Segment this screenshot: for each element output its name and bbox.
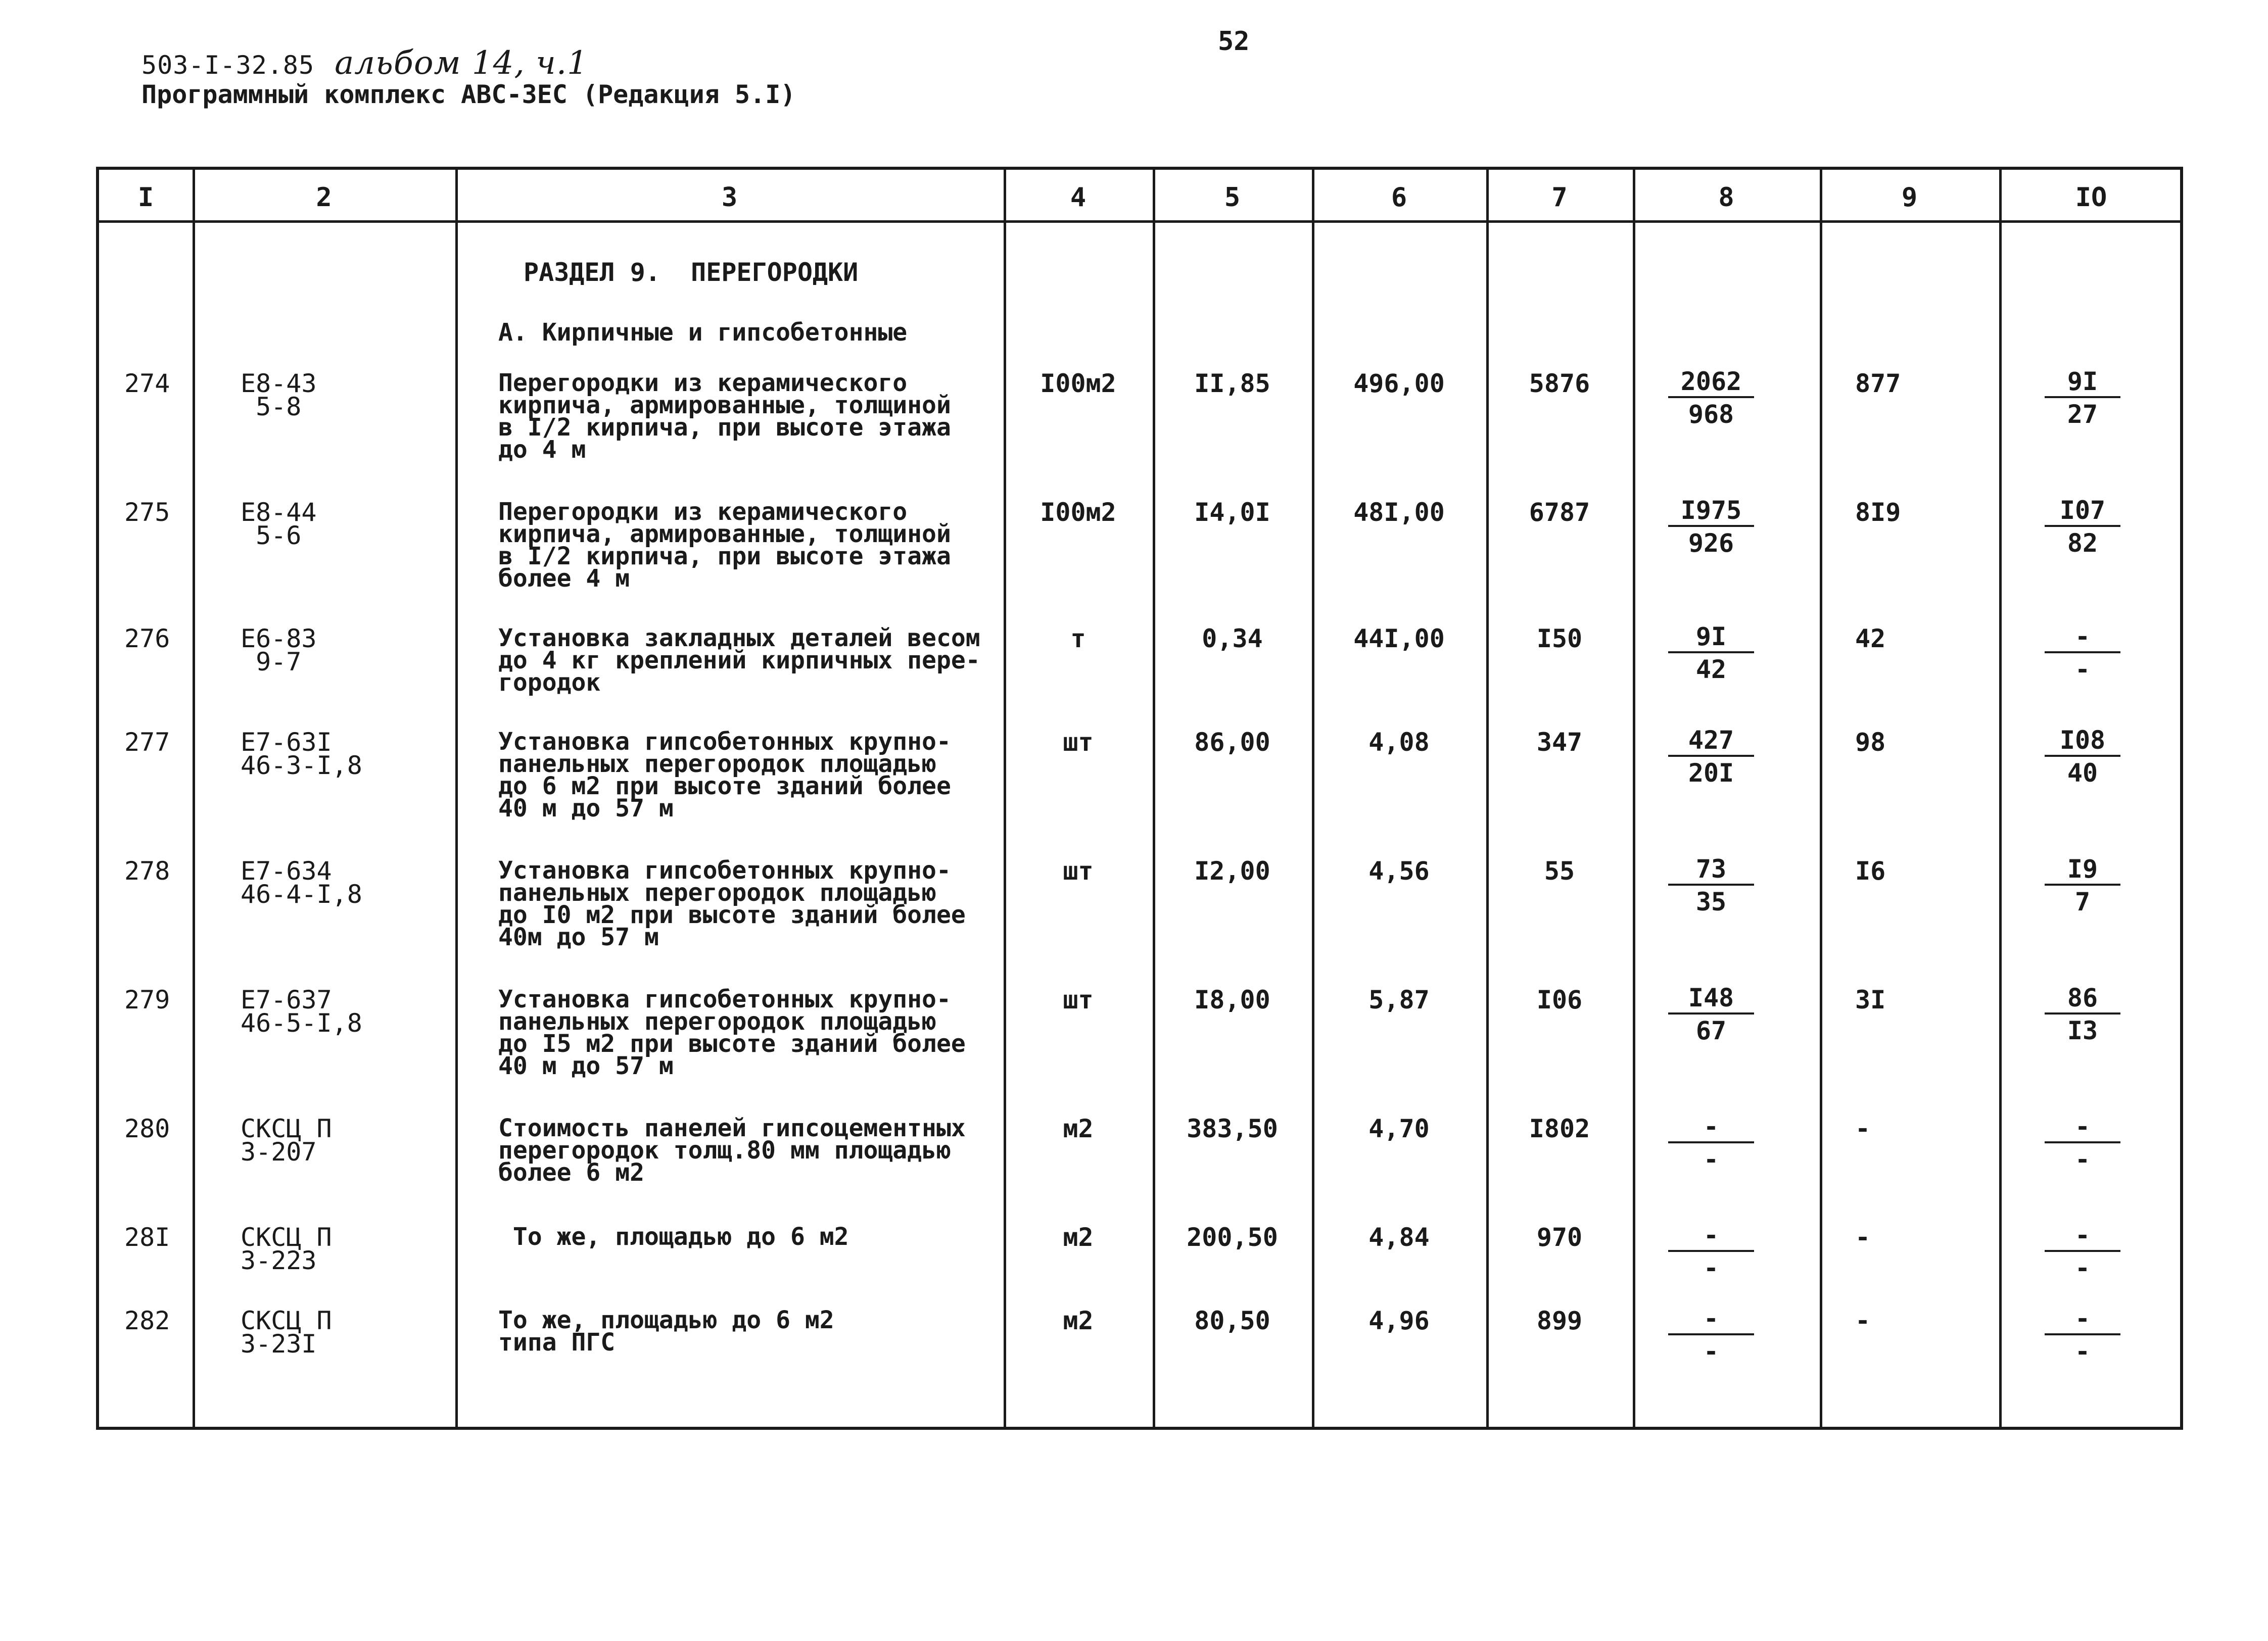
work-description: Перегородки из керамического кирпича, армированные, толщиной в I/2 кирпича, при высоте этажа до 4 м [498,369,951,464]
work-description: Стоимость панелей гипсоцементных перегородок толщ.80 мм площадью более 6 м2 [498,1114,966,1187]
fraction-numerator: I08 [2045,726,2120,757]
unit-price: 496,00 [1353,369,1445,398]
row-number: 274 [124,369,170,398]
total-cost: I50 [1536,624,1583,653]
fraction-cell [2045,496,2120,559]
total-cost: 6787 [1529,498,1590,527]
work-description: Перегородки из керамического кирпича, армированные, толщиной в I/2 кирпича, при высоте этажа более 4 м [498,498,951,593]
fraction-denominator: - [1703,1253,1719,1283]
unit-price: 4,08 [1368,728,1430,757]
fraction-numerator: - [1668,1304,1754,1335]
fraction-denominator: - [1703,1145,1719,1174]
unit-price: 48I,00 [1353,498,1445,527]
fraction-cell [2045,854,2120,918]
program-title: Программный комплекс АВС-ЗЕС (Редакция 5.I) [141,80,796,109]
column-number-header: 2 [316,182,332,213]
column-number-header: 7 [1551,182,1568,213]
fraction-numerator: - [2045,1221,2120,1252]
unit-price: 5,87 [1368,985,1430,1015]
column-9-value: - [1855,1306,1871,1335]
page-number: 52 [1218,26,1250,57]
fraction-cell [2045,1112,2120,1176]
fraction-denominator: 42 [1695,655,1727,684]
estimate-table [96,167,2183,1430]
column-9-value: 98 [1855,728,1886,757]
unit-price: 4,70 [1368,1114,1430,1143]
quantity: I4,0I [1194,498,1270,527]
rate-code: Е6-83 9-7 [241,624,317,677]
total-cost: 347 [1536,728,1583,757]
row-number: 280 [124,1114,170,1143]
fraction-numerator: 9I [1668,622,1754,653]
fraction-numerator: I975 [1668,496,1754,527]
quantity: 383,50 [1187,1114,1278,1143]
fraction-numerator: 86 [2045,983,2120,1015]
fraction-denominator: 968 [1688,400,1734,429]
fraction-cell [1668,367,1754,430]
rate-code: СКСЦ П 3-23I [241,1306,332,1359]
total-cost: 899 [1536,1306,1583,1335]
fraction-denominator: - [2074,655,2091,684]
column-number-header: 4 [1070,182,1086,213]
fraction-denominator: I3 [2067,1016,2098,1045]
quantity: 0,34 [1202,624,1263,653]
fraction-cell [2045,1221,2120,1284]
fraction-denominator: 35 [1695,887,1727,916]
total-cost: I802 [1529,1114,1590,1143]
column-number-header: 8 [1718,182,1734,213]
fraction-cell [1668,622,1754,686]
column-number-header: 6 [1391,182,1407,213]
column-divider [455,170,458,1427]
unit-of-measure: I00м2 [1040,369,1116,398]
fraction-numerator: I48 [1668,983,1754,1015]
total-cost: 55 [1544,856,1575,886]
row-number: 278 [124,856,170,886]
column-number-header: IO [2075,182,2107,213]
column-9-value: 42 [1855,624,1886,653]
section-title: РАЗДЕЛ 9. ПЕРЕГОРОДКИ [524,258,859,287]
row-number: 275 [124,498,170,527]
fraction-cell [1668,1221,1754,1284]
quantity: I8,00 [1194,985,1270,1015]
fraction-numerator: - [1668,1112,1754,1143]
fraction-numerator: 73 [1668,854,1754,886]
work-description: Установка гипсобетонных крупно- панельных перегородок площадью до I0 м2 при высоте зданий более 40м до 57 м [498,856,966,951]
unit-of-measure: шт [1063,985,1094,1015]
fraction-numerator: - [2045,1112,2120,1143]
fraction-numerator: I07 [2045,496,2120,527]
work-description: Установка закладных деталей весом до 4 кг креплений кирпичных пере- городок [498,624,980,697]
quantity: 200,50 [1187,1223,1278,1252]
fraction-numerator: I9 [2045,854,2120,886]
rate-code: Е7-634 46-4-I,8 [241,856,362,909]
fraction-denominator: 40 [2067,758,2098,788]
unit-of-measure: I00м2 [1040,498,1116,527]
fraction-denominator: 27 [2067,400,2098,429]
row-number: 276 [124,624,170,653]
fraction-numerator: - [1668,1221,1754,1252]
album-code: 503-I-32.85 [141,51,315,80]
row-number: 277 [124,728,170,757]
document-code [141,44,588,82]
fraction-cell [1668,1304,1754,1368]
unit-of-measure: м2 [1063,1114,1094,1143]
row-number: 279 [124,985,170,1015]
rate-code: СКСЦ П 3-207 [241,1114,332,1167]
fraction-numerator: - [2045,1304,2120,1335]
total-cost: 5876 [1529,369,1590,398]
fraction-cell [1668,726,1754,789]
quantity: 86,00 [1194,728,1270,757]
fraction-denominator: 67 [1695,1016,1727,1045]
rate-code: Е8-43 5-8 [241,369,317,421]
fraction-denominator: 926 [1688,528,1734,558]
fraction-denominator: - [2074,1253,2091,1283]
fraction-numerator: 2062 [1668,367,1754,398]
work-description: Установка гипсобетонных крупно- панельных перегородок площадью до I5 м2 при высоте зданий более 40 м до 57 м [498,985,966,1080]
row-number: 282 [124,1306,170,1335]
column-9-value: - [1855,1114,1871,1143]
fraction-numerator: 427 [1668,726,1754,757]
fraction-denominator: 82 [2067,528,2098,558]
fraction-denominator: - [1703,1337,1719,1366]
unit-of-measure: м2 [1063,1223,1094,1252]
fraction-denominator: 20I [1688,758,1734,788]
handwritten-note: альбом 14, ч.1 [335,44,588,82]
fraction-cell [2045,622,2120,686]
total-cost: I06 [1536,985,1583,1015]
fraction-cell [2045,1304,2120,1368]
header-divider [99,220,2180,223]
fraction-cell [2045,726,2120,789]
unit-price: 4,84 [1368,1223,1430,1252]
fraction-cell [1668,1112,1754,1176]
fraction-cell [1668,983,1754,1047]
unit-price: 4,96 [1368,1306,1430,1335]
work-description: То же, площадью до 6 м2 [498,1223,849,1251]
column-9-value: - [1855,1223,1871,1252]
fraction-cell [1668,854,1754,918]
fraction-cell [2045,367,2120,430]
row-number: 28I [124,1223,170,1252]
total-cost: 970 [1536,1223,1583,1252]
column-divider [193,170,195,1427]
rate-code: Е8-44 5-6 [241,498,317,550]
unit-of-measure: шт [1063,856,1094,886]
quantity: 80,50 [1194,1306,1270,1335]
fraction-numerator: - [2045,622,2120,653]
column-9-value: 3I [1855,985,1886,1015]
quantity: I2,00 [1194,856,1270,886]
rate-code: Е7-637 46-5-I,8 [241,985,362,1038]
column-divider [1999,170,2002,1427]
rate-code: СКСЦ П 3-223 [241,1223,332,1275]
work-description: То же, площадью до 6 м2 типа ПГС [498,1306,834,1357]
unit-of-measure: м2 [1063,1306,1094,1335]
quantity: II,85 [1194,369,1270,398]
section-subtitle: А. Кирпичные и гипсобетонные [498,318,908,347]
unit-of-measure: т [1070,624,1086,653]
column-divider [1820,170,1822,1427]
column-divider [1633,170,1635,1427]
fraction-denominator: - [2074,1145,2091,1174]
column-number-header: 3 [721,182,738,213]
column-9-value: 877 [1855,369,1901,398]
column-number-header: 5 [1224,182,1241,213]
fraction-denominator: 7 [2074,887,2091,916]
column-9-value: 8I9 [1855,498,1901,527]
column-number-header: I [137,182,154,213]
rate-code: Е7-63I 46-3-I,8 [241,728,362,780]
column-9-value: I6 [1855,856,1886,886]
fraction-cell [2045,983,2120,1047]
fraction-denominator: - [2074,1337,2091,1366]
unit-of-measure: шт [1063,728,1094,757]
work-description: Установка гипсобетонных крупно- панельных перегородок площадью до 6 м2 при высоте зданий более 40 м до 57 м [498,728,951,823]
unit-price: 44I,00 [1353,624,1445,653]
unit-price: 4,56 [1368,856,1430,886]
fraction-numerator: 9I [2045,367,2120,398]
fraction-cell [1668,496,1754,559]
column-number-header: 9 [1901,182,1918,213]
